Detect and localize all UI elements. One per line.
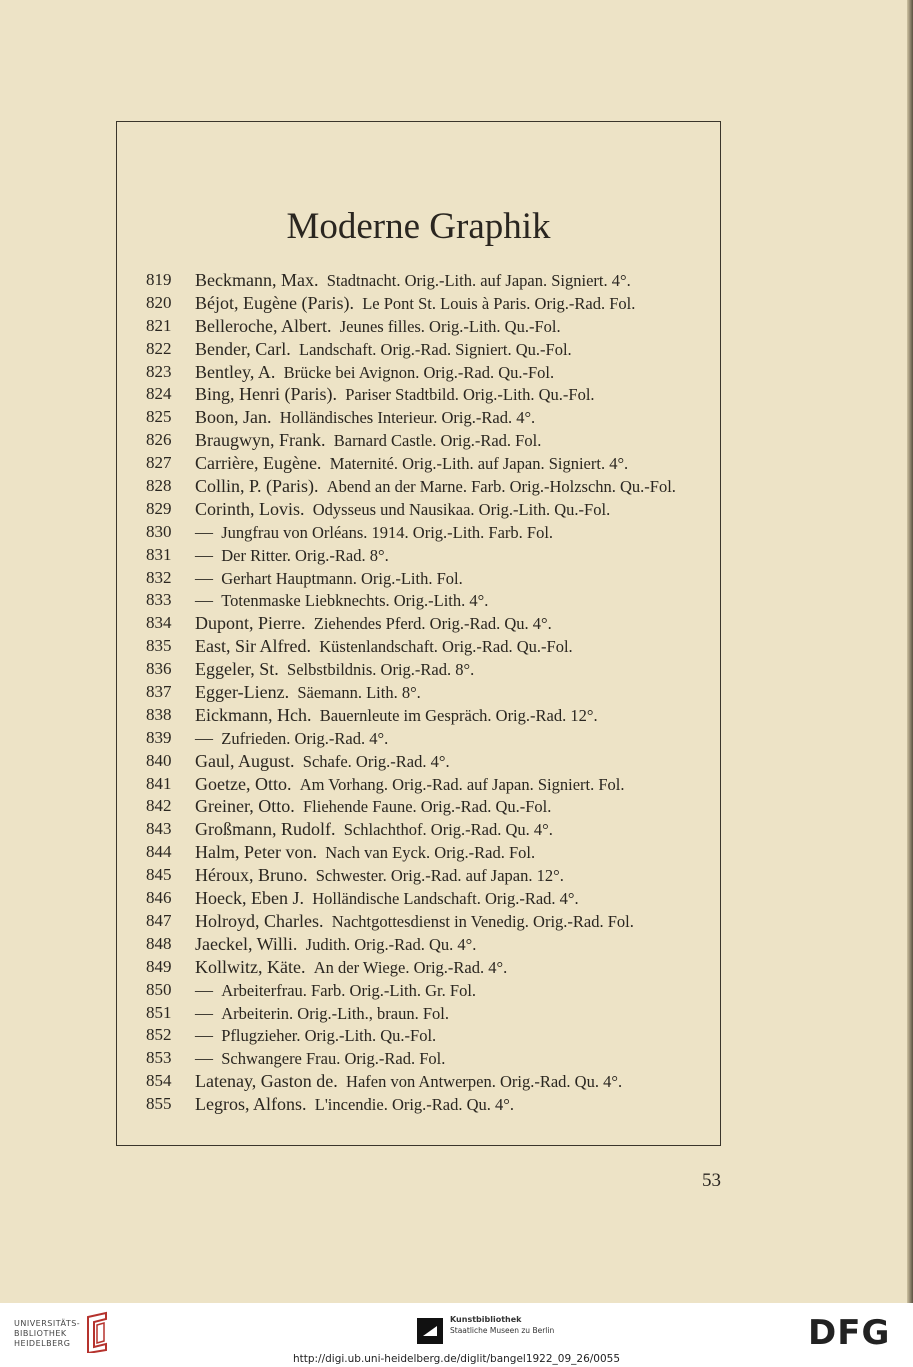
entry-text [195, 589, 488, 613]
work-description: Abend an der Marne. Farb. Orig.-Holzschn. Qu.-Fol. [326, 477, 676, 497]
entry-text [195, 612, 552, 636]
work-description: Ziehendes Pferd. Orig.-Rad. Qu. 4°. [313, 614, 552, 634]
entry-number: 853 [146, 1048, 172, 1068]
entry-text [195, 1024, 436, 1048]
entry-number: 820 [146, 292, 172, 312]
entry-text [195, 475, 676, 499]
page-title: Moderne Graphik [286, 206, 551, 247]
work-description: Totenmaske Liebknechts. Orig.-Lith. 4°. [221, 591, 489, 611]
work-description: Säemann. Lith. 8°. [297, 683, 421, 703]
artist-name: Héroux, Bruno. [195, 865, 308, 886]
entry-text [195, 361, 554, 385]
work-description: Fliehende Faune. Orig.-Rad. Qu.-Fol. [303, 797, 552, 817]
entry-text [195, 567, 463, 591]
entry-number: 831 [146, 544, 172, 564]
entry-number: 843 [146, 819, 172, 839]
artist-name: Kollwitz, Käte. [195, 956, 306, 977]
catalog-entry [146, 544, 706, 567]
entry-number: 819 [146, 270, 172, 289]
catalog-entry [146, 750, 706, 773]
catalog-entry [146, 910, 706, 933]
entry-number: 839 [146, 727, 172, 747]
entry-number: 849 [146, 956, 172, 976]
entry-text [195, 727, 388, 751]
artist-name: Holroyd, Charles. [195, 910, 324, 931]
catalog-entry [146, 315, 706, 338]
entry-number: 835 [146, 636, 172, 656]
catalog-entry [146, 1024, 706, 1047]
catalog-entry [146, 727, 706, 750]
artist-name: Bentley, A. [195, 361, 276, 382]
catalog-entry [146, 795, 706, 818]
entry-text [195, 773, 625, 797]
entry-text [195, 864, 564, 888]
artist-name: Belleroche, Albert. [195, 315, 332, 336]
entry-number: 852 [146, 1025, 172, 1045]
catalog-entry [146, 269, 706, 292]
entry-text [195, 544, 389, 568]
entry-number: 846 [146, 888, 172, 908]
catalog-entry [146, 498, 706, 521]
artist-name: Greiner, Otto. [195, 796, 295, 817]
artist-name: Eickmann, Hch. [195, 704, 312, 725]
artist-name: Dupont, Pierre. [195, 613, 306, 634]
entry-number: 840 [146, 750, 172, 770]
kb-title: Kunstbibliothek [450, 1315, 522, 1324]
artist-name: Gaul, August. [195, 750, 295, 771]
catalog-entry [146, 521, 706, 544]
entry-text [195, 1093, 514, 1117]
entry-text [195, 750, 450, 774]
catalog-entry [146, 475, 706, 498]
artist-name: — [195, 1025, 213, 1046]
catalog-entry [146, 383, 706, 406]
work-description: Küstenlandschaft. Orig.-Rad. Qu.-Fol. [319, 637, 573, 657]
work-description: Jeunes filles. Orig.-Lith. Qu.-Fol. [339, 316, 561, 336]
entry-text [195, 1070, 622, 1094]
catalog-entry [146, 292, 706, 315]
artist-name: Carrière, Eugène. [195, 453, 322, 474]
artist-name: — [195, 590, 213, 611]
entry-number: 832 [146, 567, 172, 587]
entry-text [195, 292, 635, 316]
entry-text [195, 635, 573, 659]
work-description: An der Wiege. Orig.-Rad. 4°. [313, 957, 508, 977]
catalog-entry [146, 429, 706, 452]
artist-name: Bender, Carl. [195, 338, 291, 359]
artist-name: Collin, P. (Paris). [195, 476, 319, 497]
entry-number: 828 [146, 476, 172, 496]
entry-text [195, 1002, 449, 1026]
catalog-entry [146, 1070, 706, 1093]
work-description: Schwangere Frau. Orig.-Rad. Fol. [221, 1049, 446, 1069]
dfg-logo[interactable]: DFG [808, 1313, 891, 1353]
uni-line-1: UNIVERSITÄTS- [14, 1319, 81, 1328]
work-description: Le Pont St. Louis à Paris. Orig.-Rad. Fol. [362, 293, 636, 313]
artist-name: Egger-Lienz. [195, 682, 290, 703]
work-description: Stadtnacht. Orig.-Lith. auf Japan. Signiert. 4°. [326, 271, 631, 290]
entry-number: 851 [146, 1002, 172, 1022]
catalog-entry [146, 818, 706, 841]
work-description: Arbeiterin. Orig.-Lith., braun. Fol. [221, 1003, 449, 1023]
entry-text [195, 521, 553, 545]
entry-number: 855 [146, 1094, 172, 1114]
entry-text [195, 956, 507, 980]
kunstbibliothek-logo-icon[interactable] [417, 1318, 443, 1344]
entry-text [195, 704, 598, 728]
entry-text [195, 315, 561, 339]
entry-text [195, 338, 572, 362]
work-description: Landschaft. Orig.-Rad. Signiert. Qu.-Fol. [299, 339, 572, 359]
catalog-entry [146, 1002, 706, 1025]
work-description: Der Ritter. Orig.-Rad. 8°. [221, 545, 389, 565]
entry-number: 833 [146, 590, 172, 610]
catalog-entry [146, 1047, 706, 1070]
artist-name: Goetze, Otto. [195, 773, 292, 794]
work-description: Pariser Stadtbild. Orig.-Lith. Qu.-Fol. [345, 385, 595, 405]
catalog-entry [146, 864, 706, 887]
entry-text [195, 406, 535, 430]
work-description: Hafen von Antwerpen. Orig.-Rad. Qu. 4°. [346, 1072, 623, 1092]
uni-line-2: BIBLIOTHEK [14, 1329, 67, 1338]
entry-text [195, 383, 595, 407]
work-description: Schlachthof. Orig.-Rad. Qu. 4°. [343, 820, 553, 840]
entry-text [195, 429, 541, 453]
entry-number: 847 [146, 910, 172, 930]
artist-name: Halm, Peter von. [195, 842, 317, 863]
catalog-entry [146, 841, 706, 864]
catalog-entry [146, 681, 706, 704]
entry-number: 822 [146, 338, 172, 358]
artist-name: — [195, 1002, 213, 1023]
artist-name: East, Sir Alfred. [195, 636, 311, 657]
university-logo-icon[interactable] [80, 1311, 114, 1353]
catalog-entries [146, 269, 706, 1116]
entry-text [195, 498, 610, 522]
work-description: Nach van Eyck. Orig.-Rad. Fol. [325, 843, 536, 863]
entry-text [195, 910, 634, 934]
entry-text [195, 818, 553, 842]
work-description: Holländische Landschaft. Orig.-Rad. 4°. [312, 889, 579, 909]
artist-name: Jaeckel, Willi. [195, 933, 298, 954]
entry-number: 842 [146, 796, 172, 816]
entry-number: 844 [146, 842, 172, 862]
catalog-entry [146, 635, 706, 658]
catalog-entry [146, 933, 706, 956]
work-description: Gerhart Hauptmann. Orig.-Lith. Fol. [221, 568, 463, 588]
work-description: Brücke bei Avignon. Orig.-Rad. Qu.-Fol. [283, 362, 555, 382]
artist-name: — [195, 979, 213, 1000]
entry-number: 837 [146, 682, 172, 702]
entry-text [195, 658, 474, 682]
work-description: Am Vorhang. Orig.-Rad. auf Japan. Signiert. Fol. [299, 774, 625, 794]
work-description: Schwester. Orig.-Rad. auf Japan. 12°. [315, 866, 564, 886]
artist-name: Bing, Henri (Paris). [195, 384, 337, 405]
catalog-entry [146, 361, 706, 384]
entry-number: 838 [146, 704, 172, 724]
catalog-entry [146, 406, 706, 429]
entry-number: 854 [146, 1071, 172, 1091]
permalink-url[interactable]: http://digi.ub.uni-heidelberg.de/diglit/bangel1922_09_26/0055 [292, 1353, 621, 1365]
artist-name: Braugwyn, Frank. [195, 430, 326, 451]
entry-number: 830 [146, 521, 172, 541]
catalog-entry [146, 704, 706, 727]
catalog-entry [146, 956, 706, 979]
artist-name: — [195, 1048, 213, 1069]
entry-text [195, 887, 579, 911]
catalog-entry [146, 773, 706, 796]
catalog-entry [146, 338, 706, 361]
artist-name: Legros, Alfons. [195, 1094, 307, 1115]
artist-name: Großmann, Rudolf. [195, 819, 336, 840]
artist-name: — [195, 567, 213, 588]
work-description: Barnard Castle. Orig.-Rad. Fol. [333, 431, 542, 451]
entry-text [195, 452, 628, 476]
work-description: Bauernleute im Gespräch. Orig.-Rad. 12°. [319, 705, 598, 725]
entry-number: 836 [146, 659, 172, 679]
kunstbibliothek-label [450, 1314, 554, 1336]
catalog-entry [146, 1093, 706, 1116]
uni-line-3: HEIDELBERG [14, 1339, 71, 1348]
artist-name: Eggeler, St. [195, 659, 279, 680]
work-description: Nachtgottesdienst in Venedig. Orig.-Rad. Fol. [331, 911, 634, 931]
entry-number: 845 [146, 865, 172, 885]
catalog-entry [146, 452, 706, 475]
work-description: Arbeiterfrau. Farb. Orig.-Lith. Gr. Fol. [221, 980, 477, 1000]
entry-number: 821 [146, 315, 172, 335]
work-description: Pflugzieher. Orig.-Lith. Qu.-Fol. [221, 1026, 437, 1046]
kb-subtitle: Staatliche Museen zu Berlin [450, 1326, 555, 1335]
work-description: Odysseus und Nausikaa. Orig.-Lith. Qu.-Fol. [312, 499, 611, 519]
work-description: Jungfrau von Orléans. 1914. Orig.-Lith. Farb. Fol. [221, 522, 554, 542]
work-description: Maternité. Orig.-Lith. auf Japan. Signiert. 4°. [329, 454, 629, 474]
entry-number: 827 [146, 453, 172, 473]
catalog-entry [146, 567, 706, 590]
catalog-entry [146, 658, 706, 681]
artist-name: — [195, 521, 213, 542]
artist-name: — [195, 727, 213, 748]
entry-text [195, 979, 476, 1003]
entry-number: 841 [146, 773, 172, 793]
footer-bar [0, 1303, 913, 1367]
artist-name: — [195, 544, 213, 565]
artist-name: Hoeck, Eben J. [195, 888, 304, 909]
university-library-label [14, 1319, 80, 1349]
work-description: L'incendie. Orig.-Rad. Qu. 4°. [314, 1095, 515, 1115]
entry-text [195, 933, 476, 957]
entry-text [195, 1047, 445, 1071]
work-description: Zufrieden. Orig.-Rad. 4°. [221, 728, 389, 748]
entry-number: 823 [146, 361, 172, 381]
page-edge-shadow [907, 0, 913, 1303]
artist-name: Corinth, Lovis. [195, 498, 305, 519]
entry-number: 834 [146, 613, 172, 633]
entry-number: 829 [146, 498, 172, 518]
catalog-entry [146, 612, 706, 635]
work-description: Selbstbildnis. Orig.-Rad. 8°. [287, 660, 475, 680]
entry-number: 850 [146, 979, 172, 999]
work-description: Judith. Orig.-Rad. Qu. 4°. [305, 934, 477, 954]
entry-number: 824 [146, 384, 172, 404]
artist-name: Latenay, Gaston de. [195, 1071, 338, 1092]
entry-text [195, 795, 551, 819]
artist-name: Béjot, Eugène (Paris). [195, 292, 354, 313]
entry-number: 826 [146, 430, 172, 450]
catalog-entry [146, 589, 706, 612]
work-description: Schafe. Orig.-Rad. 4°. [302, 751, 450, 771]
catalog-entry [146, 979, 706, 1002]
catalog-entry [146, 887, 706, 910]
entry-number: 848 [146, 933, 172, 953]
artist-name: Boon, Jan. [195, 407, 272, 428]
work-description: Holländisches Interieur. Orig.-Rad. 4°. [279, 408, 536, 428]
entry-text [195, 269, 631, 293]
entry-text [195, 681, 421, 705]
entry-text [195, 841, 535, 865]
artist-name: Beckmann, Max. [195, 270, 319, 290]
entry-number: 825 [146, 407, 172, 427]
page-number: 53 [702, 1170, 721, 1191]
